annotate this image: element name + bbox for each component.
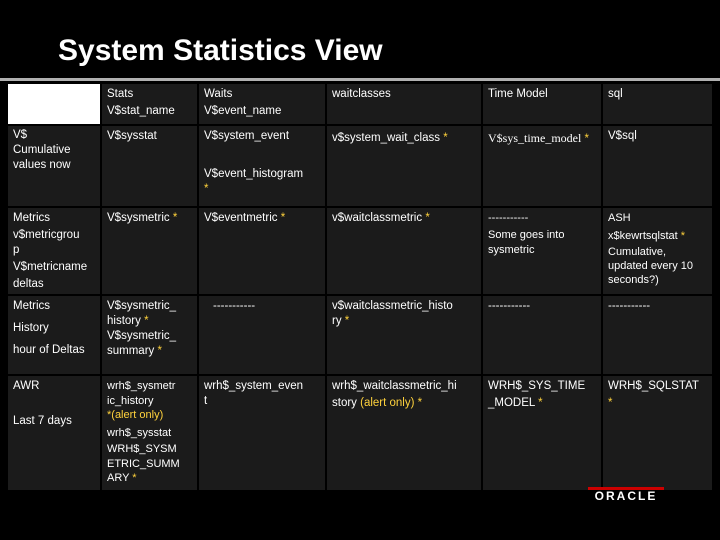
cell-text: V$event_histogram	[204, 168, 304, 180]
row-label-line: hour of Deltas	[13, 344, 85, 356]
header-waits	[199, 84, 325, 124]
row-awr-waitclasses	[327, 376, 481, 490]
row-awr-sql	[603, 376, 712, 490]
row-history-time-model	[483, 296, 601, 374]
row-label-line: deltas	[13, 278, 44, 290]
cell-text: -----------	[488, 212, 529, 224]
row-vdollar-waitclasses	[327, 126, 481, 206]
header-time-model-title: Time Model	[488, 88, 548, 100]
slide-title: System Statistics View	[58, 34, 383, 67]
row-metrics-waitclasses	[327, 208, 481, 294]
alert-only-note: (alert only)	[360, 397, 415, 409]
row-label-line: V$metricname	[13, 261, 88, 273]
logo-wordmark: ORACLE	[594, 489, 658, 503]
cell-text: V$sys_time_model	[488, 131, 582, 145]
star-marker: *	[443, 132, 448, 144]
row-awr-time-model	[483, 376, 601, 490]
row-metrics-stats	[102, 208, 197, 294]
cell-text: ry	[332, 315, 342, 327]
cell-text: updated every 10	[608, 260, 694, 272]
header-waits-title: Waits	[204, 88, 233, 100]
row-label-line: AWR	[13, 380, 40, 392]
star-marker: *	[538, 397, 543, 409]
row-history-label	[8, 296, 100, 374]
cell-text: Cumulative,	[608, 246, 667, 258]
oracle-logo	[588, 487, 664, 501]
header-stats-view: V$stat_name	[107, 105, 175, 117]
header-waits-view: V$event_name	[204, 105, 282, 117]
row-label-line: v$metricgrou	[13, 229, 80, 241]
star-marker: *	[204, 183, 209, 195]
cell-text	[488, 396, 596, 411]
star-marker: *	[425, 212, 430, 224]
row-vdollar-time-model	[483, 126, 601, 206]
bottom-bar	[0, 505, 720, 540]
cell-text: V$eventmetric	[204, 212, 278, 224]
cell-text: -----------	[488, 300, 531, 312]
header-stats-title: Stats	[107, 88, 134, 100]
header-waitclasses	[327, 84, 481, 124]
cell-text: sysmetric	[488, 244, 535, 256]
row-history-sql	[603, 296, 712, 374]
cell-text: -----------	[213, 300, 256, 312]
top-bar	[0, 0, 720, 16]
cell-text: v$system_wait_class	[332, 132, 441, 144]
star-marker: *	[132, 472, 137, 484]
header-time-model	[483, 84, 601, 124]
cell-text	[332, 396, 476, 411]
cell-text	[107, 408, 192, 423]
cell-text: x$kewrtsqlstat	[608, 230, 678, 242]
star-marker: *	[157, 345, 162, 357]
row-label-line: V$	[13, 129, 28, 141]
row-history-waitclasses	[327, 296, 481, 374]
row-label-line: Last 7 days	[13, 415, 72, 427]
header-waitclasses-title: waitclasses	[332, 88, 391, 100]
row-vdollar-stats	[102, 126, 197, 206]
cell-text: ic_history	[107, 394, 154, 407]
cell-text: history	[107, 315, 141, 327]
row-metrics-label	[8, 208, 100, 294]
row-history-waits	[199, 296, 325, 374]
star-marker: *	[680, 230, 686, 242]
cell-text: Some goes into	[488, 229, 565, 241]
cell-text: WRH$_SYS_TIME	[488, 380, 586, 392]
cell-text: v$waitclassmetric_histo	[332, 300, 453, 312]
row-metrics-waits	[199, 208, 325, 294]
cell-text: -----------	[608, 300, 651, 312]
row-awr-waits	[199, 376, 325, 490]
star-marker: *	[584, 133, 590, 145]
row-label-line: Metrics	[13, 300, 51, 312]
row-label-line: p	[13, 244, 20, 256]
cell-text	[107, 314, 192, 329]
row-vdollar-sql	[603, 126, 712, 206]
cell-text: WRH$_SYSM	[107, 443, 177, 455]
row-history-stats	[102, 296, 197, 374]
title-divider	[0, 78, 720, 81]
cell-text: V$sysmetric_	[107, 330, 177, 342]
cell-text: V$sql	[608, 130, 637, 142]
cell-text: v$waitclassmetric	[332, 212, 423, 224]
cell-text: V$system_event	[204, 130, 290, 142]
row-label-line: Cumulative	[13, 144, 71, 156]
row-awr-label	[8, 376, 100, 490]
star-marker: *	[107, 409, 112, 421]
cell-text	[107, 471, 192, 486]
cell-text: wrh$_sysstat	[107, 426, 172, 439]
cell-text	[608, 229, 707, 243]
header-sql	[603, 84, 712, 124]
header-corner-cell	[8, 84, 100, 124]
star-marker: *	[417, 397, 423, 409]
cell-text: WRH$_SQLSTAT	[608, 380, 699, 392]
row-metrics-time-model	[483, 208, 601, 294]
cell-text: seconds?)	[608, 274, 659, 286]
star-marker: *	[608, 397, 613, 409]
cell-text	[332, 314, 476, 329]
row-awr-stats	[102, 376, 197, 490]
cell-text: ASH	[608, 212, 631, 224]
row-vdollar-label	[8, 126, 100, 206]
cell-text: t	[204, 395, 208, 407]
star-marker: *	[344, 315, 350, 327]
cell-text: V$sysmetric_	[107, 300, 177, 312]
star-marker: *	[280, 212, 286, 224]
row-label-line: values now	[13, 159, 71, 171]
row-metrics-sql	[603, 208, 712, 294]
cell-text: wrh$_sysmetr	[107, 380, 176, 392]
header-stats	[102, 84, 197, 124]
cell-text: summary	[107, 345, 155, 357]
statistics-table	[6, 82, 714, 492]
cell-text: _MODEL	[488, 397, 535, 409]
cell-text: ETRIC_SUMM	[107, 457, 180, 470]
cell-text: V$sysmetric	[107, 212, 170, 224]
alert-only-note: (alert only)	[111, 409, 164, 421]
cell-text	[107, 344, 192, 359]
star-marker: *	[144, 315, 149, 327]
header-sql-title: sql	[608, 88, 623, 100]
row-vdollar-waits	[199, 126, 325, 206]
cell-text: V$sysstat	[107, 130, 157, 142]
cell-text: wrh$_waitclassmetric_hi	[332, 380, 457, 392]
cell-text: story	[332, 397, 357, 409]
row-label-line: History	[13, 322, 49, 334]
star-marker: *	[172, 212, 178, 224]
cell-text: wrh$_system_even	[204, 380, 304, 392]
cell-text: ARY	[107, 472, 130, 484]
row-label-line: Metrics	[13, 212, 51, 224]
